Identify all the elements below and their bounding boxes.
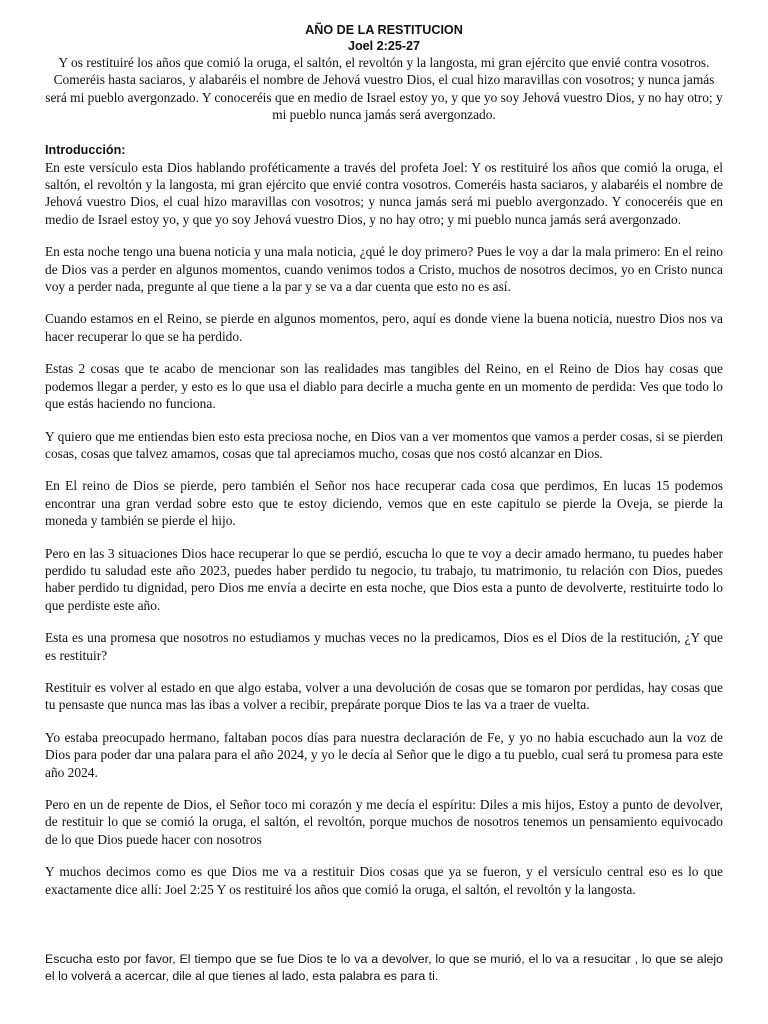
paragraph: Yo estaba preocupado hermano, faltaban pocos días para nuestra declaración de Fe, y yo no habia escuchado aun la voz de Dios para poder dar una palara para el año 2024, y yo le decía al Señor que le digo a tu pueblo, cual será tu promesa para este año 2024. bbox=[45, 729, 723, 780]
paragraph: Estas 2 cosas que te acabo de mencionar son las realidades mas tangibles del Reino, en el Reino de Dios hay cosas que podemos llegar a perder, y esto es lo que usa el diablo para decirle a mucha gente en un momento de perdida: Ves que todo lo que estás haciendo no funciona. bbox=[45, 361, 723, 412]
paragraph: En esta noche tengo una buena noticia y una mala noticia, ¿qué le doy primero? Pues le voy a dar la mala primero: En el reino de Dios vas a perder en algunos momentos, cuando venimos todos a Cristo, muchos de nosotros decimos, yo en Cristo nunca voy a perder nada, pregunte al que tiene a la par y se va a dar cuenta que esto no es así. bbox=[45, 244, 723, 295]
paragraph: Pero en un de repente de Dios, el Señor toco mi corazón y me decía el espíritu: Diles a mis hijos, Estoy a punto de devolver, de restituir lo que se comió la oruga, el saltón, el revoltón, porque muchos de nosotros tenemos un pensamiento equivocado de lo que Dios puede hacer con nosotros bbox=[45, 797, 723, 847]
document-page bbox=[45, 22, 723, 1001]
paragraph: Pero en las 3 situaciones Dios hace recuperar lo que se perdió, escucha lo que te voy a decir amado hermano, tu puedes haber perdido tu saludad este año 2023, puedes haber perdido tu negocio, tu trabajo, tu matrimonio, tu relación con Dios, puedes haber perdido tu dignidad, pero Dios me envía a decirte en esta noche, que Dios esta a punto de devolverte, restituirte todo lo que perdiste este año. bbox=[45, 545, 723, 613]
paragraph: Cuando estamos en el Reino, se pierde en algunos momentos, pero, aquí es donde viene la buena noticia, nuestro Dios nos va hacer recuperar lo que se ha perdido. bbox=[45, 311, 723, 344]
paragraph: En El reino de Dios se pierde, pero también el Señor nos hace recuperar cada cosa que perdimos, En lucas 15 podemos encontrar una gran verdad sobre esto que te estoy diciendo, vemos que en este capitulo se pierde la Oveja, se pierde la moneda y también se pierde el hijo. bbox=[45, 478, 723, 529]
closing-paragraph: Escucha esto por favor, El tiempo que se fue Dios te lo va a devolver, lo que se murió, el lo va a resucitar , lo que se alejo el lo volverá a acercar, dile al que tienes al lado, esta palabra es para ti. bbox=[45, 952, 723, 984]
paragraph: Y muchos decimos como es que Dios me va a restituir Dios cosas que ya se fueron, y el versículo central eso es lo que exactamente dice allí: Joel 2:25 Y os restituiré los años que comió la oruga, el saltón, el revoltón y la langosta. bbox=[45, 864, 723, 897]
scripture-reference: Joel 2:25-27 bbox=[347, 39, 421, 53]
introduction-heading: Introducción: bbox=[45, 142, 126, 157]
paragraph: Esta es una promesa que nosotros no estudiamos y muchas veces no la predicamos, Dios es el Dios de la restitución, ¿Y que es restituir? bbox=[45, 630, 723, 663]
paragraph: En este versículo esta Dios hablando proféticamente a través del profeta Joel: Y os restituiré los años que comió la oruga, el saltón, el revoltón y la langosta, mi gran ejército que envié contra vosotros. Comeréis hasta saciaros, y alabaréis el nombre de Jehová vuestro Dios, el cual hizo maravillas con vosotros; y nunca jamás será mi pueblo avergonzado. Y conoceréis que en medio de Israel estoy yo, y que yo soy Jehová vuestro Dios, y no hay otro; y mi pueblo nunca jamás será avergonzado. bbox=[45, 159, 723, 227]
spacer bbox=[45, 913, 723, 951]
document-title: AÑO DE LA RESTITUCION bbox=[305, 23, 463, 37]
scripture-verse: Y os restituiré los años que comió la oruga, el saltón, el revoltón y la langosta, mi gran ejército que envié contra vosotros. Comeréis hasta saciaros, y alabaréis el nombre de Jehová vuestro Dios, el cual hizo maravillas con vosotros; y nunca jamás será mi pueblo avergonzado. Y conoceréis que en medio de Israel estoy yo, y que yo soy Jehová vuestro Dios, y no hay otro; y mi pueblo nunca jamás será avergonzado. bbox=[45, 55, 723, 123]
paragraph: Y quiero que me entiendas bien esto esta preciosa noche, en Dios van a ver momentos que vamos a perder cosas, si se pierden cosas, cosas que talvez amamos, cosas que tal apreciamos mucho, cosas que nos costó alcanzar en Dios. bbox=[45, 428, 723, 461]
paragraph: Restituir es volver al estado en que algo estaba, volver a una devolución de cosas que se tomaron por perdidas, hay cosas que tu pensaste que nunca mas las ibas a volver a recibir, prepárate porque Dios te las va a traer de vuelta. bbox=[45, 679, 723, 713]
